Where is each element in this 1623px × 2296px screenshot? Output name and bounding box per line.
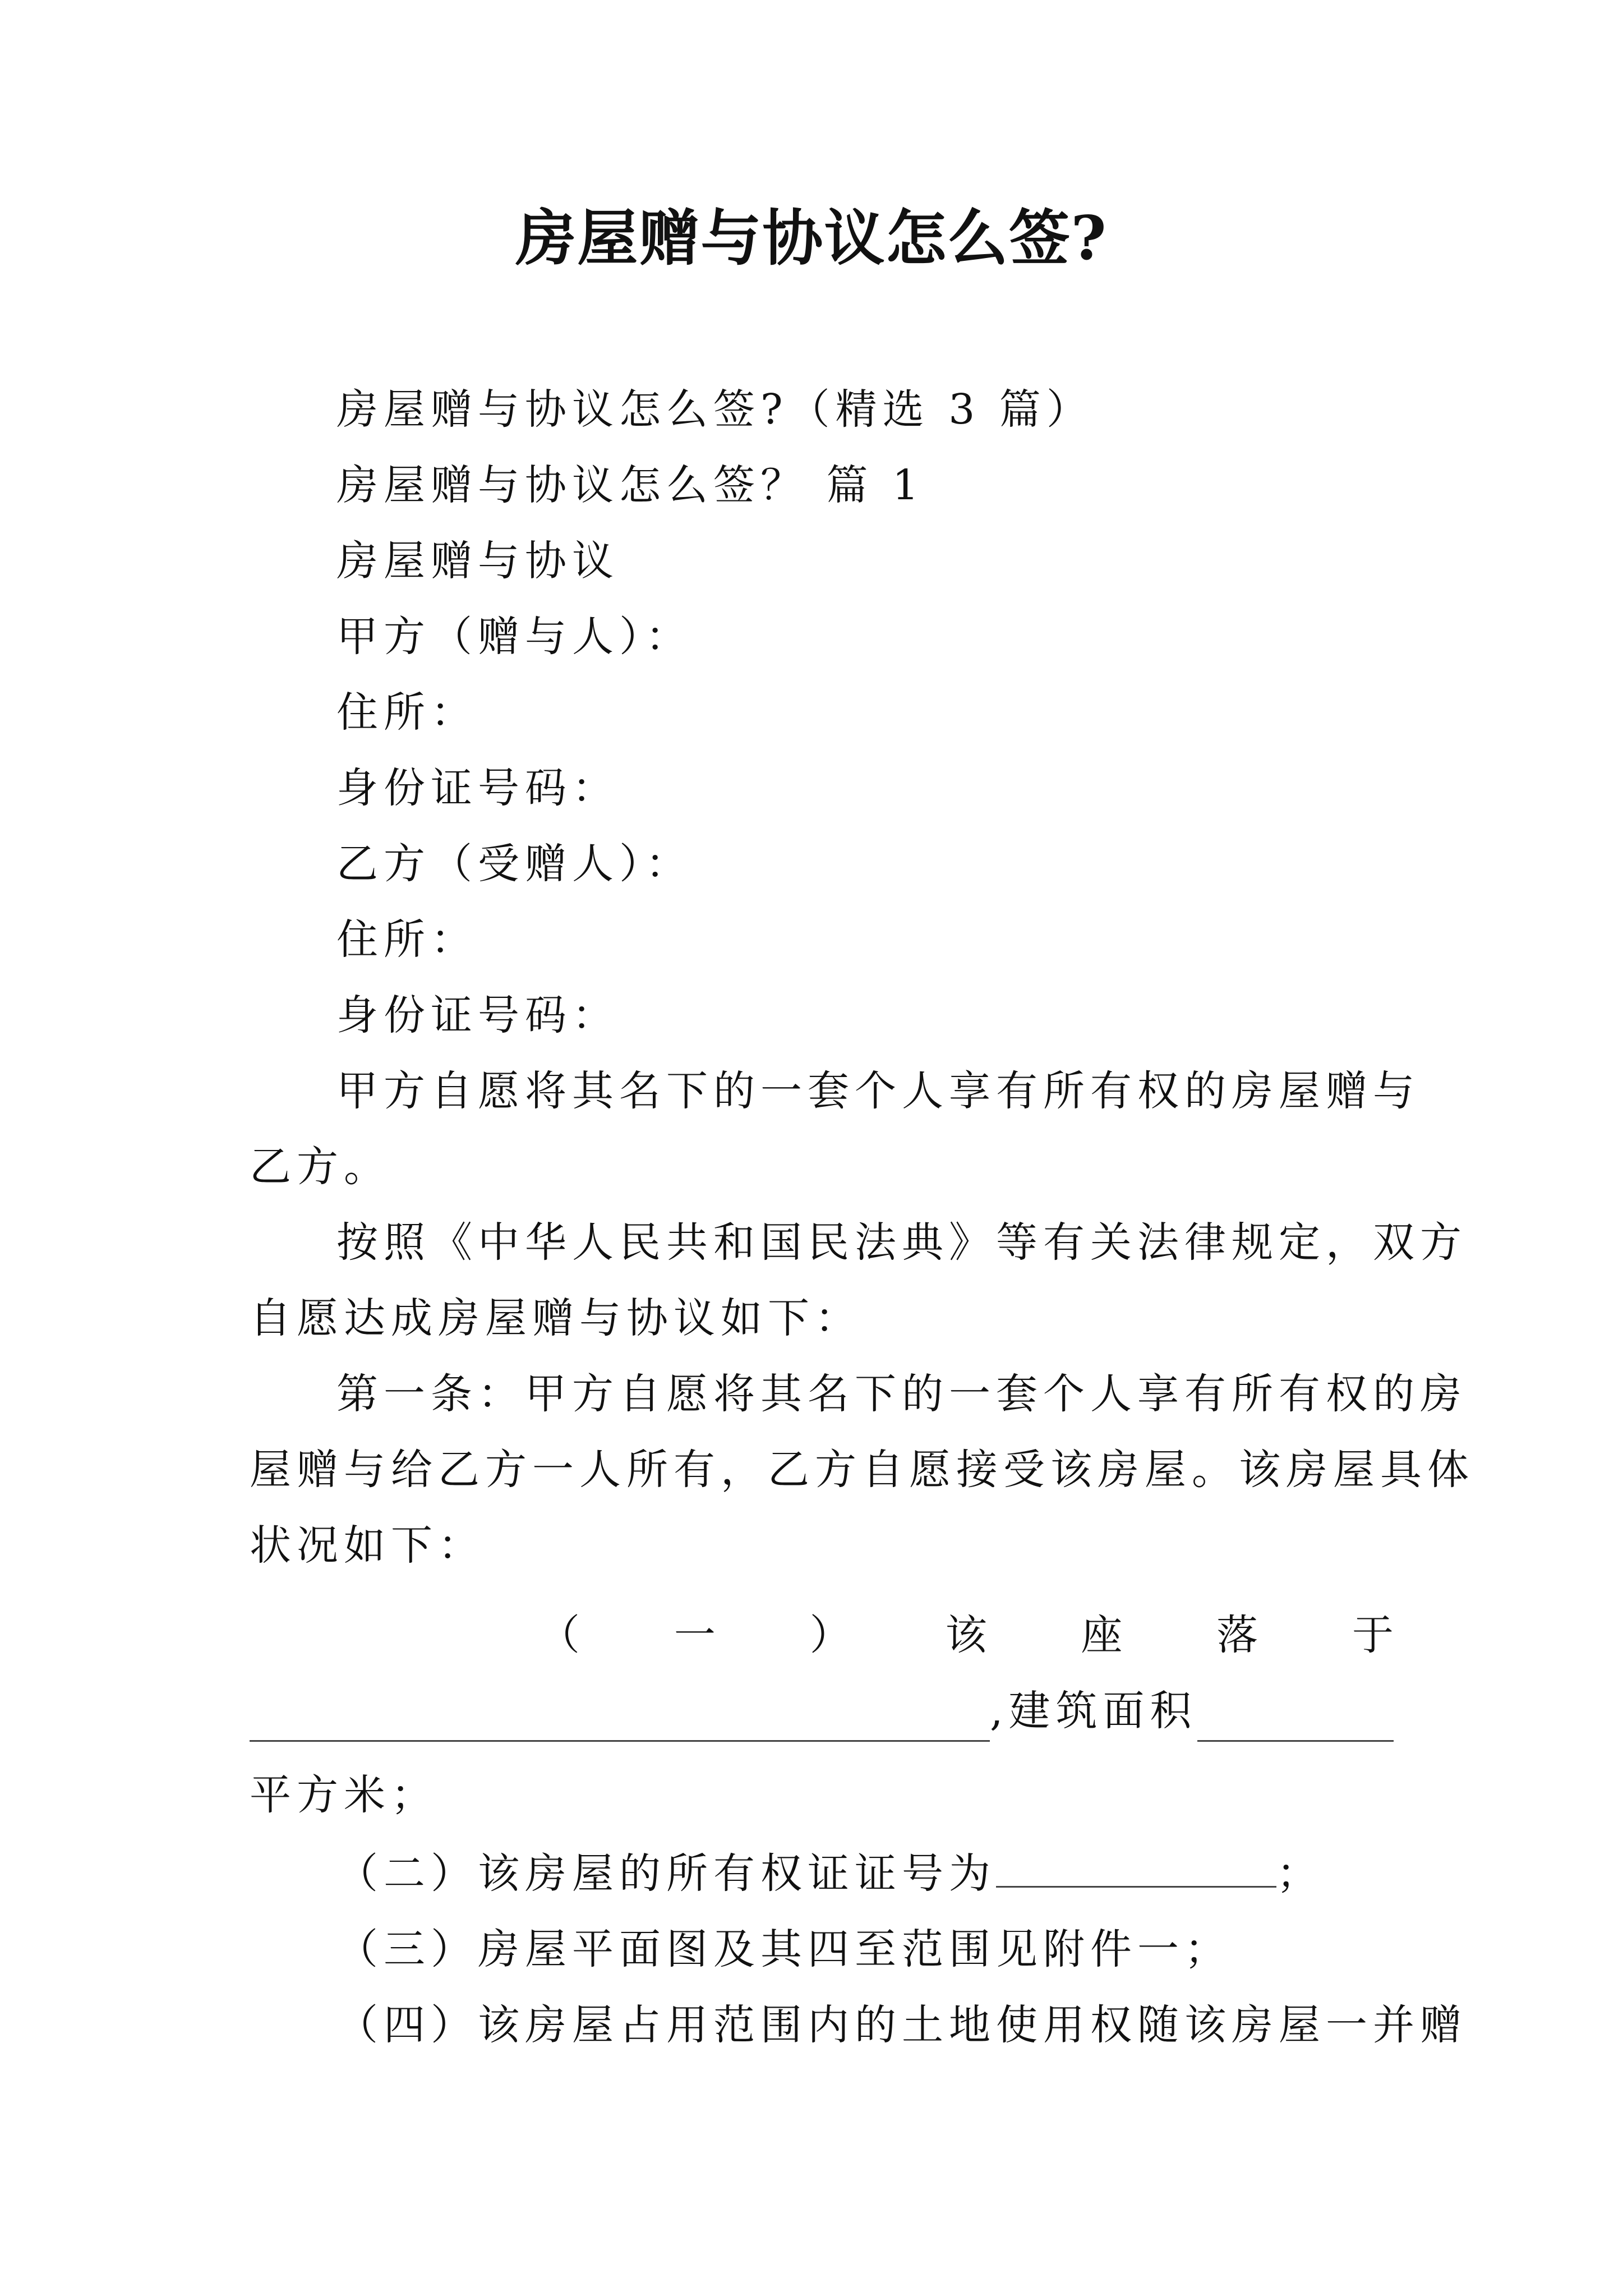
item-3-line: （三）房屋平面图及其四至范围见附件一； [336,1925,1232,1973]
location-blank [250,1699,990,1742]
item-4-line: （四）该房屋占用范围内的土地使用权随该房屋一并赠 [336,2001,1467,2049]
article-1-line-1: 第一条：甲方自愿将其名下的一套个人享有所有权的房 [336,1370,1467,1418]
doc-heading-part-1: 房屋赠与协议怎么签？ 篇 1 [336,461,925,509]
item-1-char: 该 [945,1611,987,1659]
party-b-address-label: 住所： [336,915,478,964]
item-1-char: （ [538,1611,580,1659]
article-1-line-3: 状况如下： [250,1521,485,1570]
item-1-location-heading [538,1604,1394,1666]
intro-paragraph-1-line-1: 甲方自愿将其名下的一套个人享有所有权的房屋赠与 [336,1067,1420,1115]
item-1-char: ） [809,1611,851,1659]
document-title: 房屋赠与协议怎么签? [515,203,1108,274]
item-1-char: 于 [1352,1611,1394,1659]
certificate-number-blank [996,1844,1276,1888]
building-area-label: ,建筑面积 [990,1687,1197,1735]
item-2-line [336,1843,1394,1904]
party-b-label: 乙方（受赠人）： [336,840,693,888]
item-1-char: 座 [1081,1611,1123,1659]
item-1-char: 落 [1216,1611,1258,1659]
intro-paragraph-2-line-2: 自愿达成房屋赠与协议如下： [250,1294,862,1342]
item-1-unit: 平方米； [250,1771,438,1819]
item-2-text: （二）该房屋的所有权证证号为 [336,1849,996,1898]
intro-paragraph-2-line-1: 按照《中华人民共和国民法典》等有关法律规定，双方 [336,1218,1467,1267]
item-2-end: ； [1276,1849,1324,1898]
agreement-heading: 房屋赠与协议 [336,537,619,585]
intro-paragraph-1-line-2: 乙方。 [250,1143,391,1191]
item-1-fill-row [250,1680,1394,1742]
party-a-label: 甲方（赠与人）： [336,613,693,661]
doc-heading-selected: 房屋赠与协议怎么签?（精选 3 篇） [336,385,1094,434]
party-b-id-label: 身份证号码： [336,991,619,1039]
party-a-address-label: 住所： [336,688,478,737]
article-1-line-2: 屋赠与给乙方一人所有，乙方自愿接受该房屋。该房屋具体 [250,1446,1474,1494]
item-1-char: 一 [674,1611,716,1659]
building-area-blank [1197,1695,1394,1742]
party-a-id-label: 身份证号码： [336,764,619,812]
